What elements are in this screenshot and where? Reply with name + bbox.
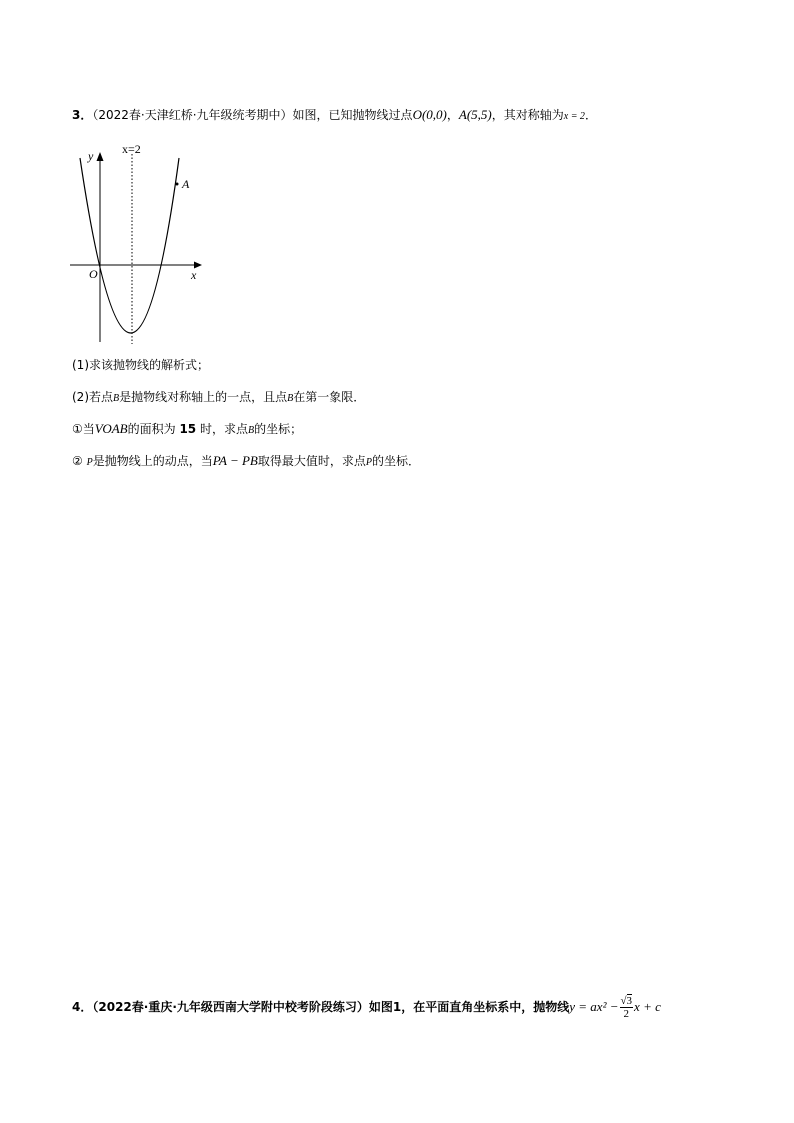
comma: ， [446, 108, 459, 122]
question-3-number: 3 [72, 108, 81, 122]
sub-1-text-b: 的面积为 [127, 422, 176, 436]
sub-2-text-d: 的坐标． [371, 454, 420, 468]
triangle-oab: VOAB [94, 421, 128, 436]
fraction-numerator: 3 [626, 995, 633, 1007]
var-b: B [287, 393, 294, 404]
sub-2-text-a: ② [72, 454, 83, 468]
sub-question-2 [72, 452, 420, 472]
question-3-text-a: 如图，已知抛物线过点 [292, 108, 413, 122]
area-value: 15 [179, 422, 197, 436]
y-axis-label: y [88, 149, 94, 163]
sub-2-text-c: 取得最大值时，求点 [257, 454, 366, 468]
question-3-source: （2022春·天津红桥·九年级统考期中） [92, 108, 293, 122]
sub-1-text-c: 时，求点 [199, 422, 248, 436]
var-p: P [86, 457, 93, 468]
equation-right: x + c [634, 999, 661, 1014]
question-3-stem: 3．（2022春·天津红桥·九年级统考期中）如图，已知抛物线过点O(0,0)，A(5,5)，其对称轴为x = 2． [72, 107, 597, 122]
part-2 [72, 388, 365, 408]
symmetry-axis-label: x=2 [122, 142, 141, 156]
part-2-text-a: (2)若点 [72, 390, 113, 404]
part-1 [72, 356, 209, 374]
point-o: O(0,0) [412, 107, 447, 122]
question-4-source: （2022春·重庆·九年级西南大学附中校考阶段练习） [92, 1000, 369, 1014]
point-a-label: A [182, 177, 190, 191]
parabola-figure [70, 140, 210, 345]
part-1-text: (1)求该抛物线的解析式； [72, 358, 209, 372]
question-4-text: 如图1，在平面直角坐标系中，抛物线 [368, 1000, 570, 1014]
fraction-root3-over-2: $\frac{√3}{2}$ [620, 995, 633, 1020]
stem-end: ． [584, 108, 597, 122]
equation-left: y = ax² − [569, 999, 619, 1014]
parabola-curve [80, 158, 179, 333]
x-axis-label: x [191, 268, 197, 282]
point-a: A(5,5) [458, 107, 492, 122]
fraction-denominator: 2 [623, 1008, 630, 1020]
point-a-dot [176, 183, 179, 186]
var-p: P [365, 457, 372, 468]
sub-2-text-b: 是抛物线上的动点，当 [92, 454, 213, 468]
question-3-text-b: ，其对称轴为 [491, 108, 564, 122]
sub-question-1 [72, 420, 302, 440]
var-b: B [113, 393, 120, 404]
sub-1-text-a: ①当 [72, 422, 95, 436]
y-axis-arrow [97, 152, 104, 161]
part-2-text-e: 在第一象限． [293, 390, 366, 404]
part-2-text-c: 是抛物线对称轴上的一点，且点 [119, 390, 288, 404]
question-4-number: 4 [72, 1000, 81, 1014]
sub-1-text-d: 的坐标； [254, 422, 303, 436]
expression-pa-pb: PA − PB [212, 453, 258, 468]
origin-label: O [89, 267, 98, 281]
question-4-stem: 4．（2022春·重庆·九年级西南大学附中校考阶段练习）如图1，在平面直角坐标系中，抛物线y = ax² − $\frac{√3}{2}$ x + c [72, 995, 661, 1020]
axis-equation: x = 2 [563, 111, 585, 122]
var-b: B [247, 425, 255, 436]
